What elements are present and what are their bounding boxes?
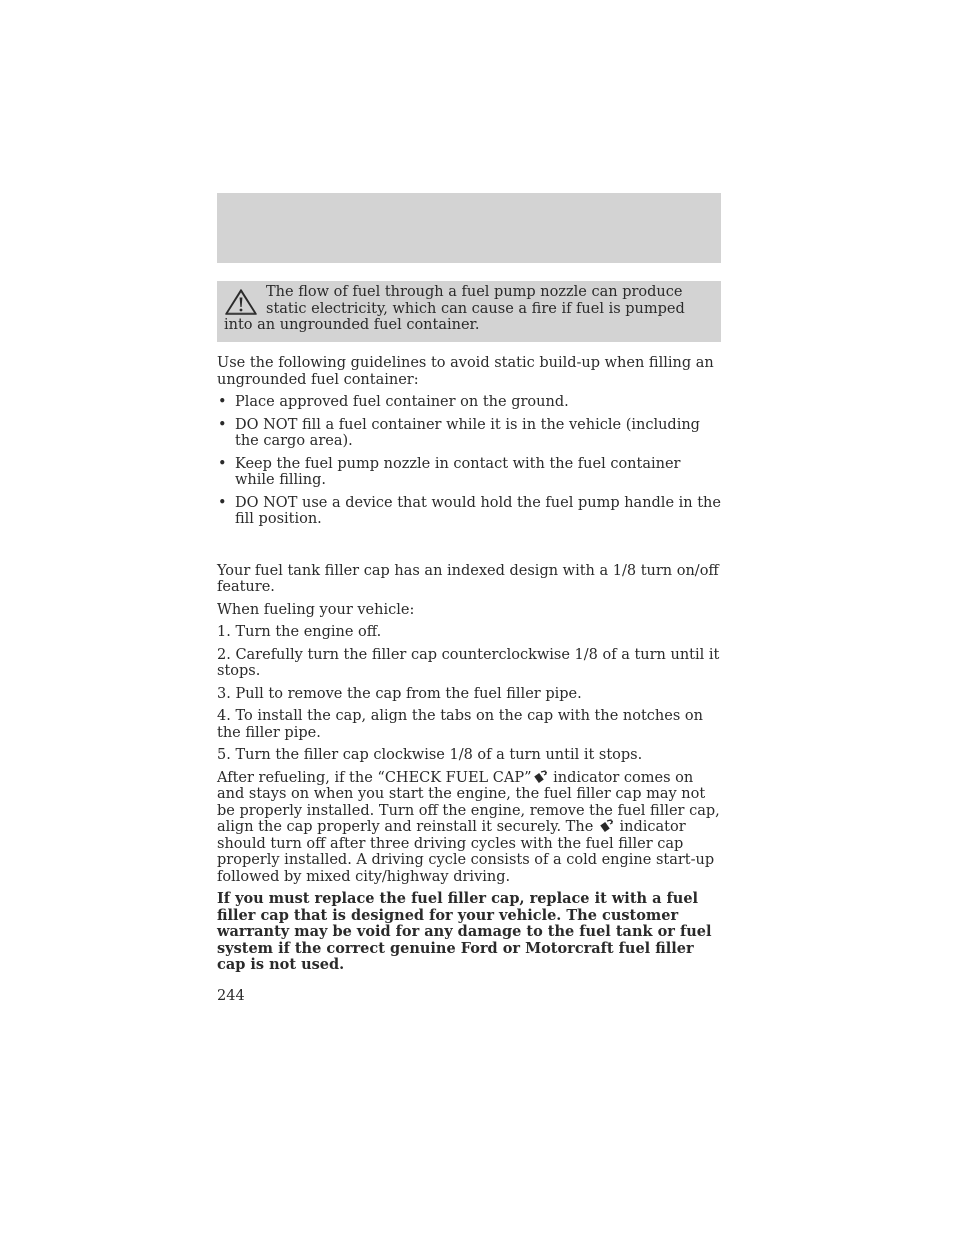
after-refuel-paragraph: After refueling, if the “CHECK FUEL CAP” indicator comes on and stays on when you start the engine, the fuel filler cap may not be properly installed. Turn off the engine, remove the fuel filler cap, align the cap properly and reinstall it securely. The indicator should turn off after three driving cycles with the fuel filler cap properly installed. A driving cycle consists of a cold engine start-up followed by mixed city/highway driving. bbox=[217, 769, 720, 885]
list-item: 3. Pull to remove the cap from the fuel filler pipe. bbox=[217, 685, 582, 702]
fuel-pump-icon bbox=[600, 819, 614, 833]
warning-text: The flow of fuel through a fuel pump nozzle can produce static electricity, which can cause a fire if fuel is pumped into an ungrounded fuel container. bbox=[224, 284, 685, 333]
replacement-note: If you must replace the fuel filler cap, replace it with a fuel filler cap that is designed for your vehicle. The customer warranty may be void for any damage to the fuel tank or fuel system if the correct genuine Ford or Motorcraft fuel filler cap is not used. bbox=[217, 890, 712, 973]
list-item: • DO NOT use a device that would hold the fuel pump handle in the fill position. bbox=[218, 494, 721, 527]
bullet: • bbox=[218, 416, 227, 433]
fuel-pump-icon bbox=[534, 770, 548, 784]
list-item: 4. To install the cap, align the tabs on the cap with the notches on the filler pipe. bbox=[217, 708, 703, 741]
fueling-steps bbox=[217, 624, 721, 764]
when-fueling-label: When fueling your vehicle: bbox=[217, 601, 415, 618]
bullet: • bbox=[218, 494, 227, 511]
section-gap bbox=[217, 534, 721, 563]
list-item: • Place approved fuel container on the ground. bbox=[218, 394, 569, 410]
page-number: 244 bbox=[217, 987, 245, 1004]
filler-cap-intro: Your fuel tank filler cap has an indexed design with a 1/8 turn on/off feature. bbox=[217, 562, 719, 595]
warning-triangle-icon bbox=[224, 288, 258, 316]
page-content bbox=[217, 355, 721, 1010]
list-item: 2. Carefully turn the filler cap counterclockwise 1/8 of a turn until it stops. bbox=[217, 646, 720, 679]
list-item: 5. Turn the filler cap clockwise 1/8 of a turn until it stops. bbox=[217, 747, 643, 763]
section-header-bar bbox=[217, 193, 721, 263]
list-item: 1. Turn the engine off. bbox=[217, 624, 382, 640]
guidelines-intro: Use the following guidelines to avoid static build-up when filling an ungrounded fuel container: bbox=[217, 355, 714, 388]
bullet: • bbox=[218, 455, 227, 472]
warning-box bbox=[217, 281, 721, 342]
guidelines-list bbox=[217, 394, 721, 528]
list-item: • DO NOT fill a fuel container while it is in the vehicle (including the cargo area). bbox=[218, 416, 700, 449]
bullet: • bbox=[218, 394, 227, 410]
list-item: • Keep the fuel pump nozzle in contact with the fuel container while filling. bbox=[218, 455, 681, 488]
